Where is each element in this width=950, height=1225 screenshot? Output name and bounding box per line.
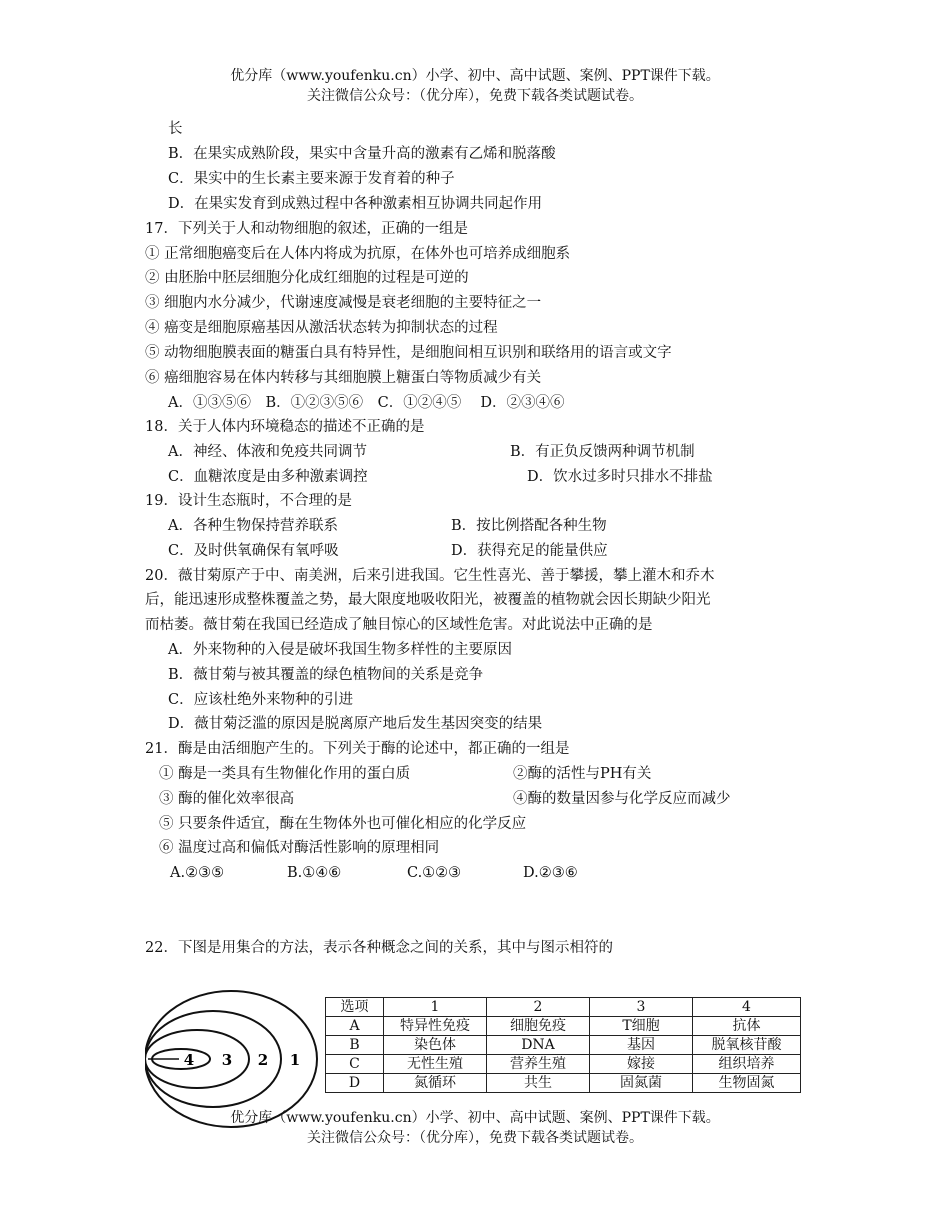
table-cell: 氮循环 (384, 1074, 487, 1093)
q16-option-b: B．在果实成熟阶段，果实中含量升高的激素有乙烯和脱落酸 (168, 146, 556, 162)
q18-option-c: C．血糖浓度是由多种激素调控 (168, 469, 368, 485)
table-cell: 脱氧核苷酸 (693, 1036, 801, 1055)
table-cell: 生物固氮 (693, 1074, 801, 1093)
q21-statement-2: ②酶的活性与PH有关 (513, 766, 652, 782)
table-row (326, 1055, 801, 1074)
q18-option-a: A．神经、体液和免疫共同调节 (168, 444, 367, 460)
footer-line-2: 关注微信公众号：（优分库），免费下载各类试题试卷。 (307, 1130, 643, 1146)
q17-stem: 17．下列关于人和动物细胞的叙述，正确的一组是 (145, 221, 468, 237)
table-cell: 固氮菌 (590, 1074, 693, 1093)
table-cell: DNA (487, 1036, 590, 1055)
q17-statement-6: ⑥ 癌细胞容易在体内转移与其细胞膜上糖蛋白等物质减少有关 (145, 370, 542, 386)
table-cell: A (326, 1017, 384, 1036)
set-label-3: 3 (221, 1051, 233, 1069)
q21-statement-3: ③ 酶的催化效率很高 (159, 791, 295, 807)
q20-option-b: B．薇甘菊与被其覆盖的绿色植物间的关系是竞争 (168, 667, 484, 683)
table-cell: 共生 (487, 1074, 590, 1093)
table-header-cell: 4 (693, 998, 801, 1017)
q20-option-c: C．应该杜绝外来物种的引进 (168, 692, 354, 708)
table-cell: T细胞 (590, 1017, 693, 1036)
header-line-1: 优分库（www.youfenku.cn）小学、初中、高中试题、案例、PPT课件下载。 (230, 68, 720, 84)
q20-stem-line-2: 后，能迅速形成整株覆盖之势，最大限度地吸收阳光，被覆盖的植物就会因长期缺少阳光 (145, 592, 711, 608)
q18-option-b: B．有正负反馈两种调节机制 (510, 444, 695, 460)
q22-options-table (325, 997, 801, 1093)
table-cell: 嫁接 (590, 1055, 693, 1074)
q17-options: A．①③⑤⑥ B．①②③⑤⑥ C．①②④⑤ D．②③④⑥ (168, 395, 565, 411)
q19-option-b: B．按比例搭配各种生物 (451, 518, 607, 534)
q17-statement-5: ⑤ 动物细胞膜表面的糖蛋白具有特异性，是细胞间相互识别和联络用的语言或文字 (145, 345, 672, 361)
table-header-cell: 2 (487, 998, 590, 1017)
q21-statement-1: ① 酶是一类具有生物催化作用的蛋白质 (159, 766, 411, 782)
q18-stem: 18．关于人体内环境稳态的描述不正确的是 (145, 419, 425, 435)
set-label-1: 1 (289, 1051, 301, 1069)
q16-option-d: D．在果实发育到成熟过程中各种激素相互协调共同起作用 (168, 196, 543, 212)
q20-stem-line-3: 而枯萎。薇甘菊在我国已经造成了触目惊心的区域性危害。对此说法中正确的是 (145, 617, 653, 633)
q21-option-c: C.①②③ (407, 865, 462, 881)
table-row (326, 1036, 801, 1055)
footer-line-1: 优分库（www.youfenku.cn）小学、初中、高中试题、案例、PPT课件下载。 (230, 1110, 720, 1126)
table-cell: 特异性免疫 (384, 1017, 487, 1036)
table-header-cell: 3 (590, 998, 693, 1017)
table-cell: 组织培养 (693, 1055, 801, 1074)
q20-stem-line-1: 20．薇甘菊原产于中、南美洲，后来引进我国。它生性喜光、善于攀援，攀上灌木和乔木 (145, 568, 715, 584)
table-header-row (326, 998, 801, 1017)
table-cell: C (326, 1055, 384, 1074)
set-label-4: 4 (183, 1051, 195, 1069)
q19-option-d: D．获得充足的能量供应 (451, 543, 608, 559)
q20-option-a: A．外来物种的入侵是破坏我国生物多样性的主要原因 (168, 642, 512, 658)
table-cell: D (326, 1074, 384, 1093)
q17-statement-1: ① 正常细胞癌变后在人体内将成为抗原，在体外也可培养成细胞系 (145, 246, 571, 262)
q21-statement-5: ⑤ 只要条件适宜，酶在生物体外也可催化相应的化学反应 (159, 816, 527, 832)
table-cell: 无性生殖 (384, 1055, 487, 1074)
table-header-cell: 选项 (326, 998, 384, 1017)
page-footer (0, 1108, 950, 1148)
q21-option-d: D.②③⑥ (523, 865, 578, 881)
q22-stem: 22．下图是用集合的方法，表示各种概念之间的关系，其中与图示相符的 (145, 940, 613, 956)
q21-option-a: A.②③⑤ (170, 865, 225, 881)
q16-option-c: C．果实中的生长素主要来源于发育着的种子 (168, 171, 455, 187)
q21-statement-4: ④酶的数量因参与化学反应而减少 (513, 791, 731, 807)
q17-statement-4: ④ 癌变是细胞原癌基因从激活状态转为抑制状态的过程 (145, 320, 498, 336)
q19-option-c: C．及时供氧确保有氧呼吸 (168, 543, 339, 559)
table-cell: 营养生殖 (487, 1055, 590, 1074)
q21-statement-6: ⑥ 温度过高和偏低对酶活性影响的原理相同 (159, 840, 440, 856)
table-cell: 抗体 (693, 1017, 801, 1036)
table-cell: 细胞免疫 (487, 1017, 590, 1036)
table-header-cell: 1 (384, 998, 487, 1017)
q17-statement-2: ② 由胚胎中胚层细胞分化成红细胞的过程是可逆的 (145, 270, 469, 286)
table-cell: B (326, 1036, 384, 1055)
q17-statement-3: ③ 细胞内水分减少，代谢速度减慢是衰老细胞的主要特征之一 (145, 295, 542, 311)
header-line-2: 关注微信公众号：（优分库），免费下载各类试题试卷。 (307, 88, 643, 104)
q21-stem: 21．酶是由活细胞产生的。下列关于酶的论述中，都正确的一组是 (145, 741, 570, 757)
q19-option-a: A．各种生物保持营养联系 (168, 518, 338, 534)
q19-stem: 19．设计生态瓶时，不合理的是 (145, 493, 352, 509)
table-row (326, 1074, 801, 1093)
q20-option-d: D．薇甘菊泛滥的原因是脱离原产地后发生基因突变的结果 (168, 716, 543, 732)
q18-option-d: D．饮水过多时只排水不排盐 (527, 469, 713, 485)
table-row (326, 1017, 801, 1036)
q16-continuation: 长 (168, 121, 183, 137)
set-label-2: 2 (257, 1051, 269, 1069)
page-header (0, 66, 950, 106)
table-cell: 染色体 (384, 1036, 487, 1055)
table-cell: 基因 (590, 1036, 693, 1055)
q21-option-b: B.①④⑥ (287, 865, 342, 881)
